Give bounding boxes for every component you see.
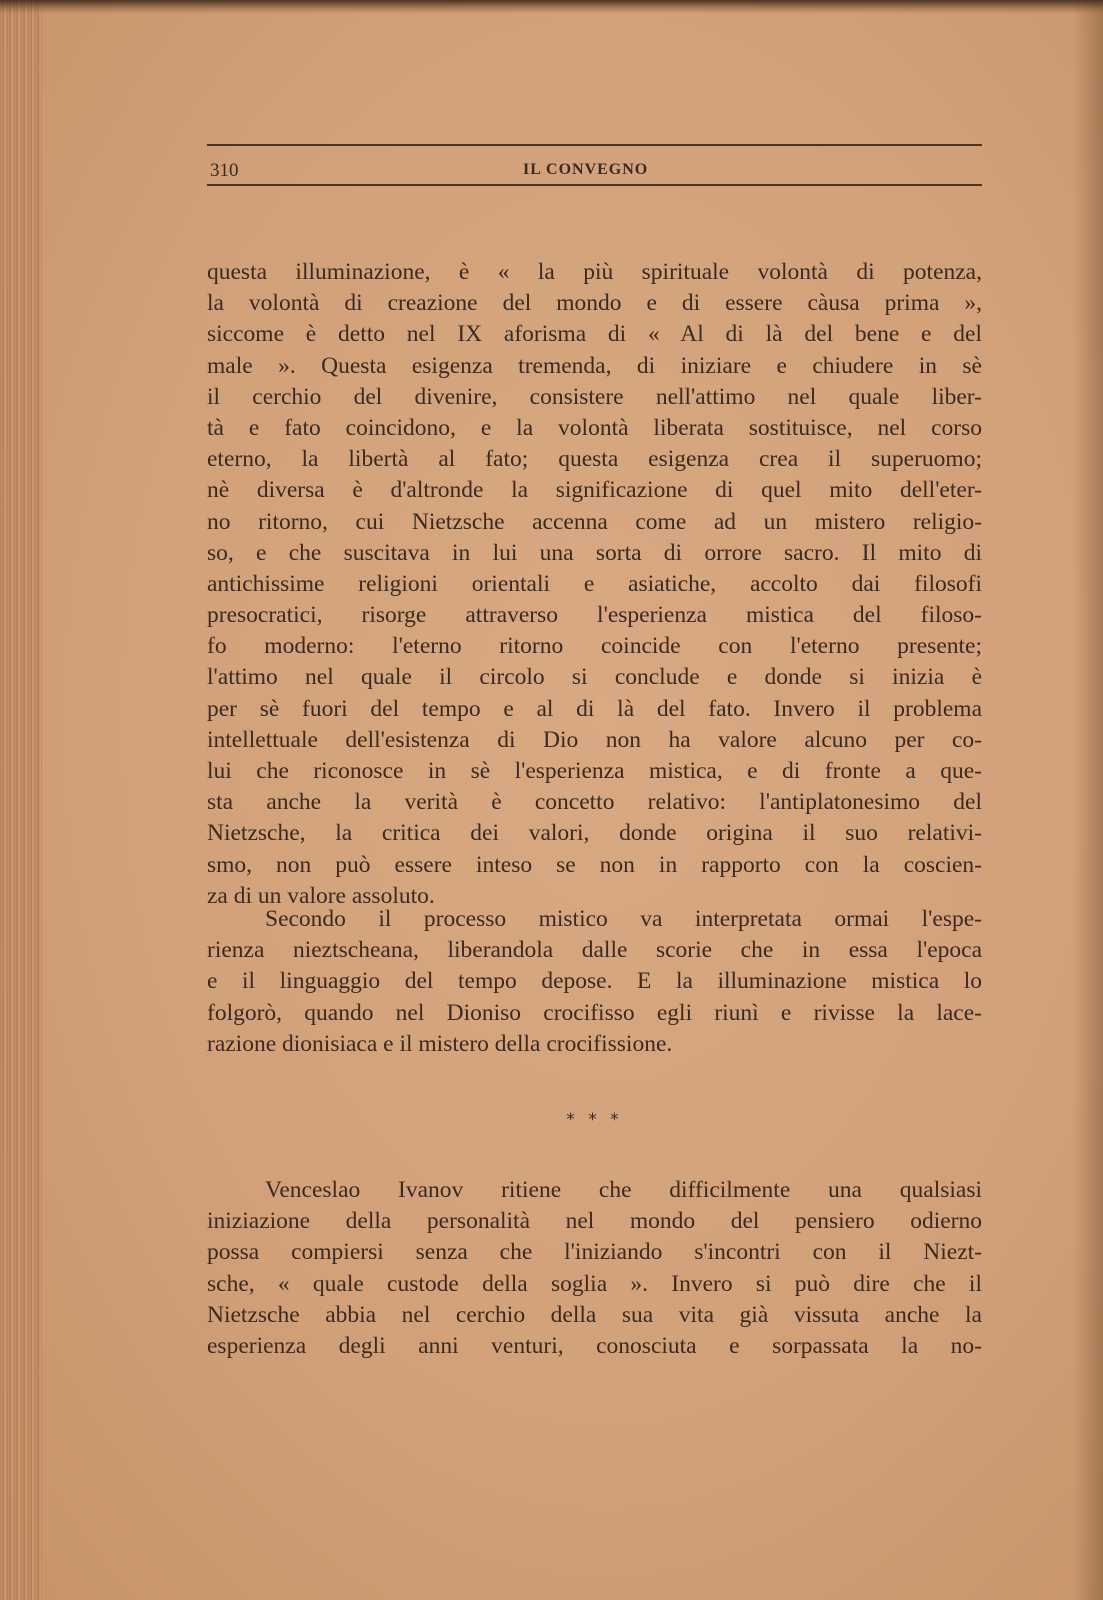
text-line: Venceslao Ivanov ritiene che difficilmente una qualsiasi [265, 1177, 982, 1203]
text-line: razione dionisiaca e il mistero della crocifissione. [207, 1030, 673, 1057]
text-line: folgorò, quando nel Dioniso crocifisso egli riunì e rivisse la lace- [207, 999, 982, 1026]
text-line: so, e che suscitava in lui una sorta di orrore sacro. Il mito di [207, 539, 982, 566]
text-line: sche, « quale custode della soglia ». Invero si può dire che il [207, 1270, 982, 1297]
text-line: tà e fato coincidono, e la volontà liberata sostituisce, nel corso [207, 414, 982, 441]
page-number: 310 [210, 160, 239, 181]
text-line: il cerchio del divenire, consistere nell'attimo nel quale liber- [207, 383, 982, 410]
page-gutter-shadow [1073, 0, 1103, 1600]
page-top-shadow [0, 0, 1103, 14]
text-line: antichissime religioni orientali e asiatiche, accolto dai filosofi [207, 570, 982, 597]
text-line: e il linguaggio del tempo depose. E la illuminazione mistica lo [207, 968, 982, 995]
page-edges [0, 0, 42, 1600]
paragraph-3 [207, 1175, 982, 1362]
text-line: nè diversa è d'altronde la significazione di quel mito dell'eter- [207, 477, 982, 504]
text-line: male ». Questa esigenza tremenda, di iniziare e chiudere in sè [207, 352, 982, 379]
running-header [207, 144, 982, 190]
paragraph-2 [207, 904, 982, 1060]
text-line: eterno, la libertà al fato; questa esigenza crea il superuomo; [207, 446, 982, 473]
text-line: sta anche la verità è concetto relativo: l'antiplatonesimo del [207, 789, 982, 816]
text-line: rienza nieztscheana, liberandola dalle scorie che in essa l'epoca [207, 937, 982, 964]
text-line: la volontà di creazione del mondo e di essere càusa prima », [207, 290, 982, 317]
section-separator: * * * [566, 1110, 623, 1130]
text-line: Nietzsche abbia nel cerchio della sua vita già vissuta anche la [207, 1301, 982, 1328]
text-line: intellettuale dell'esistenza di Dio non ha valore alcuno per co- [207, 726, 982, 753]
text-line: smo, non può essere inteso se non in rapporto con la coscien- [207, 851, 982, 878]
text-line: lui che riconosce in sè l'esperienza mistica, e di fronte a que- [207, 758, 982, 784]
text-line: questa illuminazione, è « la più spirituale volontà di potenza, [207, 259, 982, 285]
text-line: fo moderno: l'eterno ritorno coincide con l'eterno presente; [207, 633, 982, 660]
text-line: siccome è detto nel IX aforisma di « Al di là del bene e del [207, 321, 982, 348]
header-rule-bottom [207, 184, 982, 186]
text-line: Secondo il processo mistico va interpretata ormai l'espe- [265, 906, 982, 932]
text-line: iniziazione della personalità nel mondo del pensiero odierno [207, 1208, 982, 1235]
text-line: Nietzsche, la critica dei valori, donde origina il suo relativi- [207, 820, 982, 847]
text-line: presocratici, risorge attraverso l'esperienza mistica del filoso- [207, 602, 982, 629]
text-line: no ritorno, cui Nietzsche accenna come ad un mistero religio- [207, 508, 982, 535]
text-line: possa compiersi senza che l'iniziando s'incontri con il Niezt- [207, 1239, 982, 1266]
paragraph-1 [207, 257, 982, 912]
text-line: l'attimo nel quale il circolo si conclude e donde si inizia è [207, 664, 982, 691]
text-line: za di un valore assoluto. [207, 882, 435, 909]
running-title: IL CONVEGNO [523, 161, 649, 178]
text-line: esperienza degli anni venturi, conosciuta e sorpassata la no- [207, 1332, 982, 1359]
text-line: per sè fuori del tempo e al di là del fato. Invero il problema [207, 695, 982, 722]
header-rule-top [207, 144, 982, 146]
